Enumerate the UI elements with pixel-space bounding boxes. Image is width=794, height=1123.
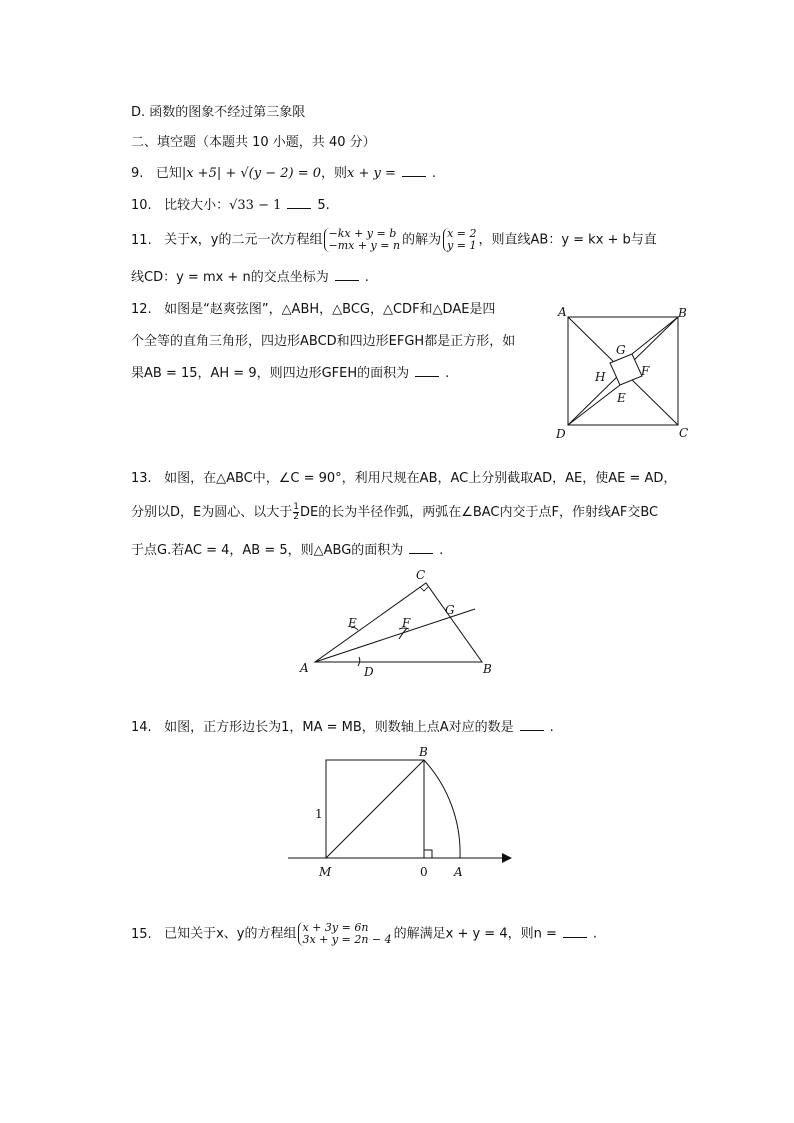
label-b: B	[483, 662, 492, 676]
label-b: B	[419, 745, 428, 759]
label-side-length: 1	[315, 807, 323, 821]
question-number: 12.	[131, 302, 152, 317]
q10-expression: √33 − 1	[229, 198, 282, 213]
q13-line2a: 分别以D，E为圆心、以大于	[131, 505, 293, 520]
label-origin: 0	[420, 865, 428, 879]
arc-b-to-a	[424, 760, 460, 858]
label-g: G	[445, 603, 455, 617]
question-13-line-2	[131, 503, 658, 523]
question-12	[131, 300, 495, 320]
question-number: 13.	[131, 471, 152, 486]
label-b: B	[678, 306, 687, 320]
label-d: D	[364, 665, 374, 679]
q11-end: .	[364, 270, 369, 285]
q15-end: .	[592, 926, 598, 942]
triangle-abc	[315, 583, 482, 662]
answer-blank[interactable]	[409, 541, 433, 554]
right-angle-mark-c	[420, 587, 428, 591]
answer-blank[interactable]	[287, 196, 311, 209]
q14-text: 如图，正方形边长为1，MA = MB，则数轴上点A对应的数是	[164, 720, 514, 735]
question-11	[131, 228, 657, 252]
question-12-line-2	[131, 332, 515, 352]
label-c: C	[416, 568, 426, 582]
question-11-line-2	[131, 268, 369, 288]
label-d: D	[556, 427, 566, 441]
q11-text-b: 的解为	[402, 232, 442, 248]
q8-option-d: D. 函数的图象不经过第三象限	[131, 105, 306, 120]
q14-end: .	[549, 720, 554, 735]
q12-line2: 个全等的直角三角形，四边形ABCD和四边形EFGH都是正方形，如	[131, 334, 516, 349]
fraction-one-half: $\frac{1}{2}$	[293, 502, 299, 522]
question-number: 15.	[131, 926, 152, 942]
q11-text-c: ，则直线AB：y = kx + b与直	[478, 232, 657, 248]
label-a: A	[454, 865, 463, 879]
q9-ask: x + y =	[347, 166, 396, 181]
q12-end: .	[445, 366, 450, 381]
q13-end: .	[439, 543, 444, 558]
axis-arrow	[502, 853, 512, 863]
q12-line3: 果AB = 15，AH = 9，则四边形GFEH的面积为	[131, 366, 410, 381]
q11-line2: 线CD：y = mx + n的交点坐标为	[131, 270, 329, 285]
label-e: E	[348, 616, 357, 630]
label-c: C	[679, 426, 689, 440]
question-10	[131, 196, 330, 216]
question-13-line-3	[131, 541, 443, 561]
segment-b-to-g	[632, 317, 678, 354]
question-13	[131, 469, 676, 489]
answer-blank[interactable]	[563, 925, 587, 938]
right-angle-mark	[424, 850, 432, 858]
square-efgh	[610, 354, 642, 385]
question-9	[131, 164, 436, 184]
q13-line3: 于点G.若AC = 4，AB = 5，则△ABG的面积为	[131, 543, 404, 558]
label-e: E	[617, 391, 626, 405]
q12-line1: 如图是“赵爽弦图”，△ABH，△BCG，△CDF和△DAE是四	[164, 302, 496, 317]
question-15	[131, 922, 597, 946]
question-number: 10.	[131, 198, 152, 213]
label-f: F	[402, 616, 411, 630]
label-f: F	[641, 364, 650, 378]
q9-text-b: ，则	[321, 166, 348, 181]
figure-13-triangle	[295, 565, 495, 680]
label-m: M	[319, 865, 332, 879]
answer-blank[interactable]	[415, 364, 439, 377]
q9-text-a: 已知	[155, 166, 182, 181]
q15-text-a: 已知关于x、y的方程组	[164, 926, 297, 942]
q11-text-a: 关于x，y的二元一次方程组	[164, 232, 323, 248]
q10-rhs: 5.	[317, 198, 330, 213]
question-number: 14.	[131, 720, 152, 735]
label-g: G	[616, 343, 626, 357]
label-a: A	[558, 305, 567, 319]
figure-14-number-line	[280, 740, 520, 885]
q15-system: x + 3y = 6n 3x + y = 2n − 4	[298, 922, 391, 946]
q11-system-1: −kx + y = b −mx + y = n	[324, 228, 400, 252]
answer-blank[interactable]	[520, 718, 544, 731]
section-heading: 二、填空题（本题共 10 小题，共 40 分）	[131, 135, 376, 150]
diagonal-mb	[326, 760, 424, 858]
question-number: 9.	[131, 166, 144, 181]
question-12-line-3	[131, 364, 449, 384]
q11-system-2: x = 2 y = 1	[443, 228, 476, 252]
q9-expression: |x +5| + √(y − 2) = 0	[181, 166, 322, 181]
q13-line2b: DE的长为半径作弧，两弧在∠BAC内交于点F，作射线AF交BC	[299, 505, 659, 520]
question-number: 11.	[131, 232, 152, 248]
q10-text-a: 比较大小：	[164, 198, 230, 213]
q13-line1: 如图，在△ABC中，∠C = 90°，利用尺规在AB，AC上分别截取AD，AE，使AE = AD，	[164, 471, 677, 486]
segment-d-to-e	[568, 385, 620, 425]
answer-blank[interactable]	[402, 164, 426, 177]
question-14	[131, 718, 554, 738]
q9-end: .	[431, 166, 437, 181]
label-a: A	[300, 661, 309, 675]
answer-blank[interactable]	[335, 268, 359, 281]
figure-12-chord-diagram	[550, 300, 700, 445]
q15-text-b: 的解满足x + y = 4，则n =	[393, 926, 557, 942]
label-h: H	[595, 370, 606, 384]
